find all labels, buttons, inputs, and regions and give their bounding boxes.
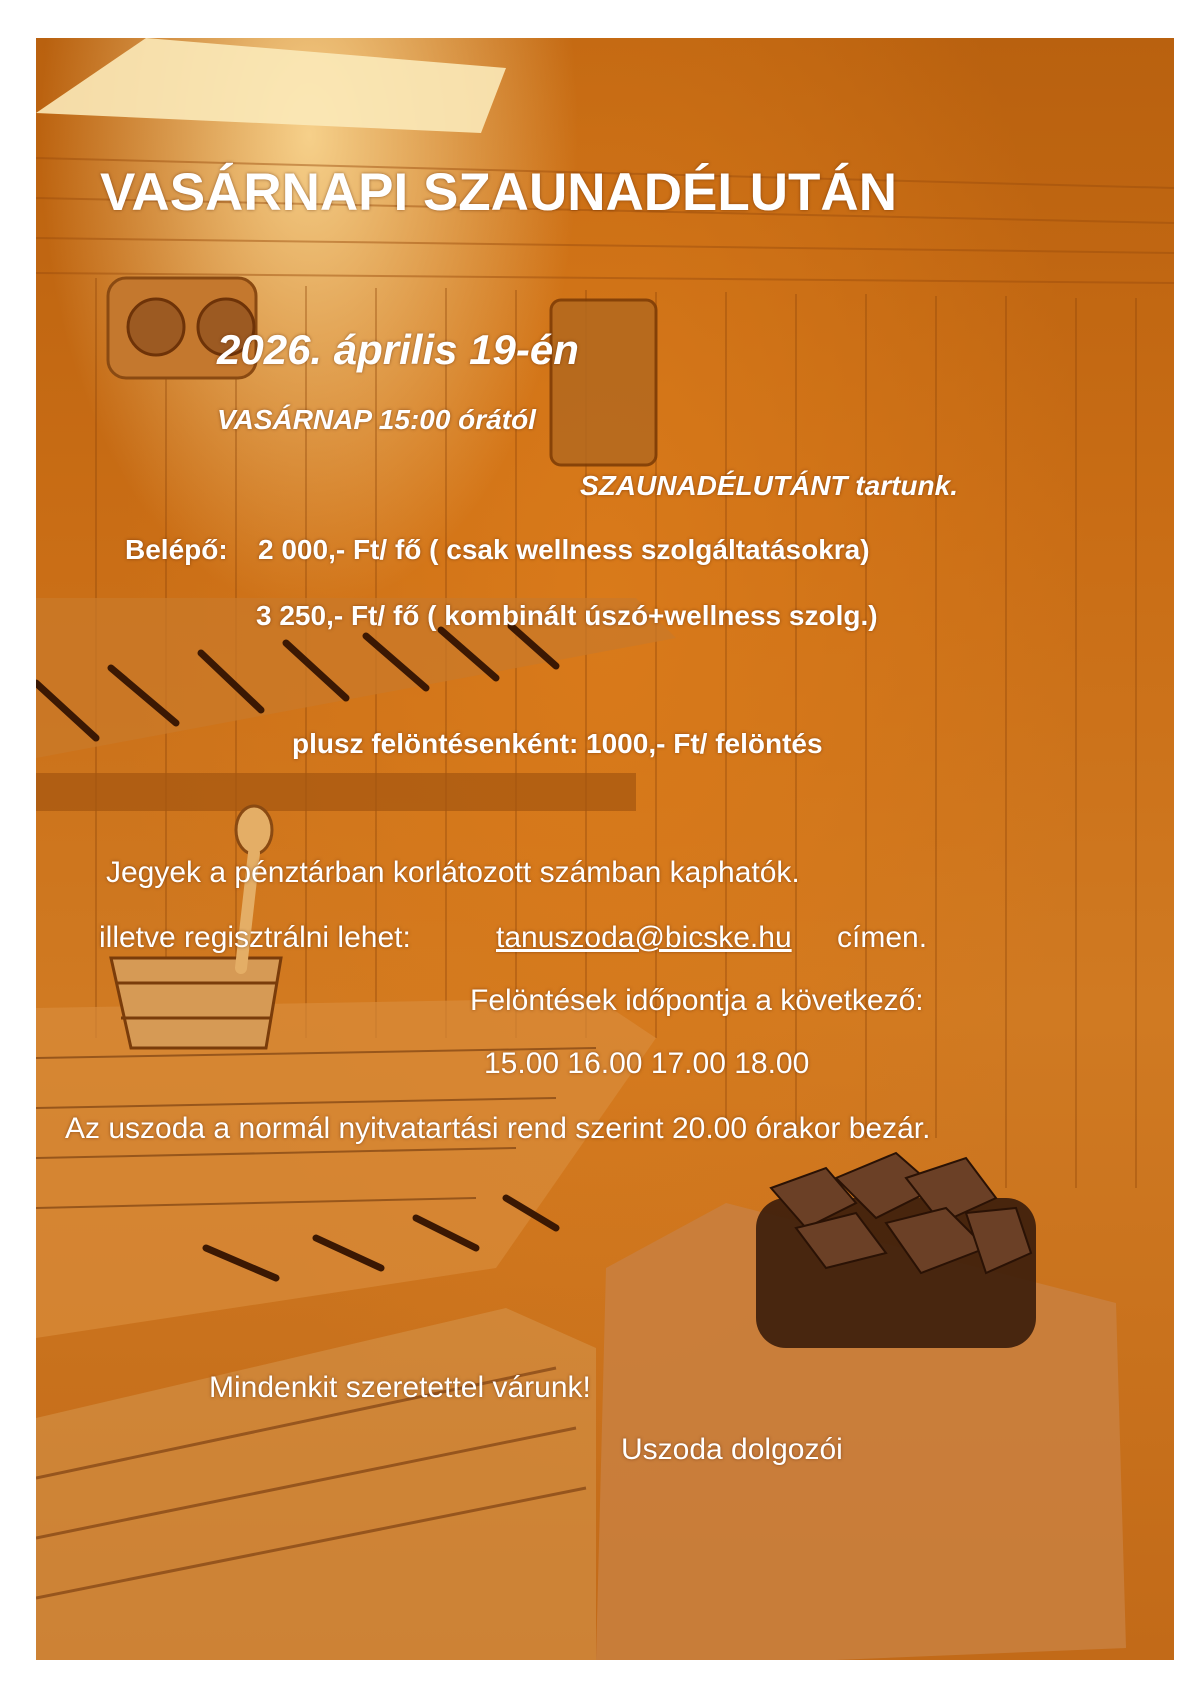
closing-note: Az uszoda a normál nyitvatartási rend szerint 20.00 órakor bezár. <box>65 1112 931 1145</box>
event-time: VASÁRNAP 15:00 órától <box>217 404 536 435</box>
schedule-times: 15.00 16.00 17.00 18.00 <box>484 1047 810 1080</box>
poster <box>36 38 1174 1660</box>
sauna-background-image <box>36 38 1174 1660</box>
vent-fan-left <box>128 299 184 355</box>
wall-lamp <box>551 300 656 465</box>
event-date: 2026. április 19-én <box>217 326 579 373</box>
ladle <box>236 806 272 854</box>
sauna-bucket <box>111 958 281 1048</box>
email-link[interactable]: tanuszoda@bicske.hu <box>496 921 792 954</box>
upper-bench-edge <box>36 773 636 811</box>
register-suffix: címen. <box>837 921 928 954</box>
price-wellness: 2 000,- Ft/ fő ( csak wellness szolgáltatásokra) <box>258 534 870 565</box>
ceiling-light <box>36 38 506 133</box>
price-label: Belépő: <box>125 534 228 565</box>
floor-bench <box>36 1308 596 1660</box>
tickets-info: Jegyek a pénztárban korlátozott számban kaphatók. <box>106 856 800 889</box>
schedule-label: Felöntések időpontja a következő: <box>470 984 924 1017</box>
poster-title: VASÁRNAPI SZAUNADÉLUTÁN <box>100 163 897 222</box>
welcome-message: Mindenkit szeretettel várunk! <box>209 1371 591 1404</box>
price-combined: 3 250,- Ft/ fő ( kombinált úszó+wellness szolg.) <box>256 600 878 631</box>
extra-fee: plusz felöntésenként: 1000,- Ft/ felöntés <box>292 728 823 759</box>
register-prefix: illetve regisztrálni lehet: <box>99 921 411 954</box>
signature: Uszoda dolgozói <box>621 1433 843 1466</box>
event-announcement: SZAUNADÉLUTÁNT tartunk. <box>580 470 958 501</box>
